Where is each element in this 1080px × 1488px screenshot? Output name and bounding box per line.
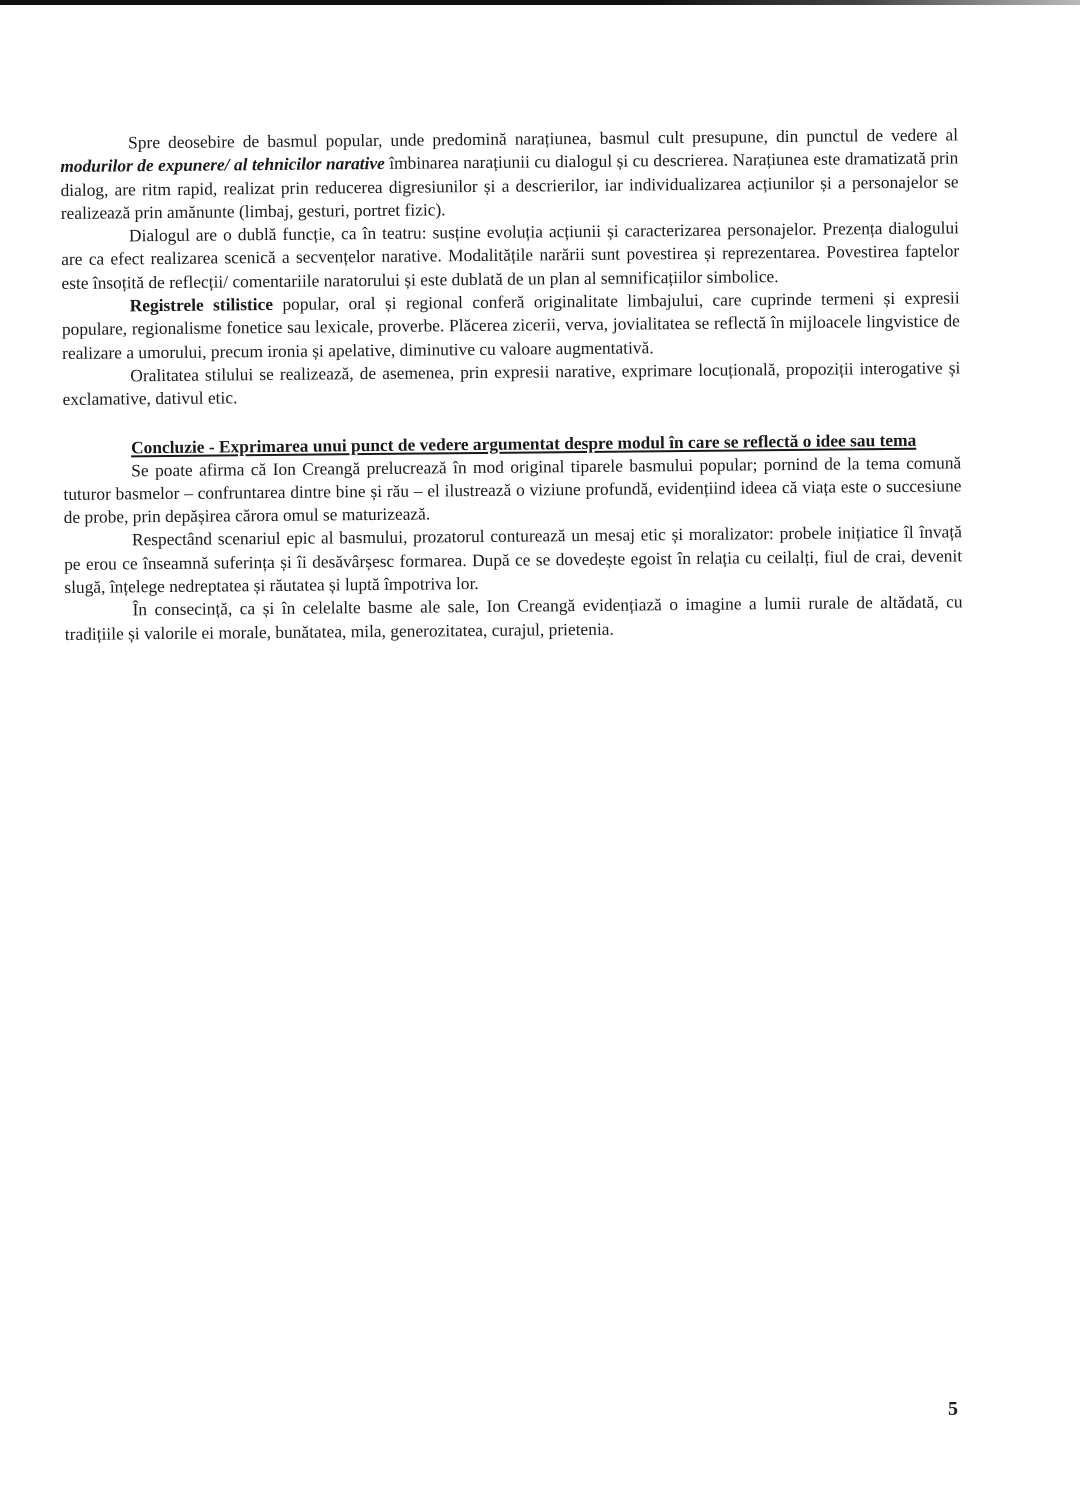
page-number: 5 bbox=[948, 1398, 958, 1420]
paragraph-orality: Oralitatea stilului se realizează, de asemenea, prin expresii narative, exprimare locuțională, propoziții interogative și exclamative, dativul etic. bbox=[62, 357, 961, 410]
paragraph-stylistic-registers bbox=[62, 286, 961, 365]
emphasized-phrase: modurilor de expunere/ al tehnicilor narative bbox=[60, 153, 385, 177]
paragraph-narrative-techniques bbox=[60, 123, 959, 225]
document-page bbox=[60, 123, 963, 646]
bold-term: Registrele stilistice bbox=[129, 294, 274, 316]
conclusion-heading: Concluzie - Exprimarea unui punct de vedere argumentat despre modul în care se reflectă o idee sau tema bbox=[130, 429, 917, 457]
conclusion-paragraph-consequence: În consecință, ca și în celelalte basme ale sale, Ion Creangă evidențiază o imagine a lumii rurale de altădată, cu tradițiile și valorile ei morale, bunătatea, mila, generozitatea, curajul, prietenia. bbox=[64, 591, 963, 644]
conclusion-paragraph-theme: Se poate afirma că Ion Creangă prelucrează în mod original tiparele basmului popular; pornind de la tema comună tuturor basmelor – confruntarea dintre bine și rău – el ilustrează o viziune profundă, evidențiind ideea că viața este o succesiune de probe, prin depășirea cărora omul se maturizează. bbox=[63, 451, 962, 528]
paragraph-dialogue: Dialogul are o dublă funcție, ca în teatru: susține evoluția acțiunii și caracterizarea personajelor. Prezența dialogului are ca efect realizarea scenică a secvențelor narative. Modalitățile narării sunt povestirea și reprezentarea. Povestirea faptelor este însoțită de reflecții/ comentariile naratorului și este dublată de un plan al semnificațiilor simbolice. bbox=[61, 217, 960, 293]
paragraph-text-end: popular, oral și regional conferă originalitate limbajului, care cuprinde termeni și expresii populare, regionalisme fonetice sau lexicale, proverbe. Plăcerea zicerii, verva, jovialitatea se reflectă în mijloacele lingvistice de realizare a umorului, precum ironia și apelative, diminutive cu valoare augmentativă. bbox=[61, 287, 960, 363]
paragraph-text-start: Spre deosebire de basmul popular, unde predomină narațiunea, basmul cult presupune, din punctul de vedere al bbox=[128, 124, 959, 153]
paragraph-text-end: îmbinarea narațiunii cu dialogul și cu descrierea. Narațiunea este dramatizată prin dialog, are ritm rapid, realizat prin reducerea digresiunilor și a descrierilor, iar individualizarea acțiunilor și a personajelor se realizează prin amănunte (limbaj, gesturi, portret fizic). bbox=[60, 147, 959, 223]
scan-top-edge bbox=[0, 0, 1080, 5]
conclusion-paragraph-message: Respectând scenariul epic al basmului, prozatorul conturează un mesaj etic și moralizator: probele inițiatice îl învață pe erou ce înseamnă suferința și îi desăvârșesc formarea. După ce se dovedește egoist în relația cu ceilalți, fiul de crai, devenit slugă, înțelege nedreptatea și răutatea și luptă împotriva lor. bbox=[64, 521, 963, 598]
